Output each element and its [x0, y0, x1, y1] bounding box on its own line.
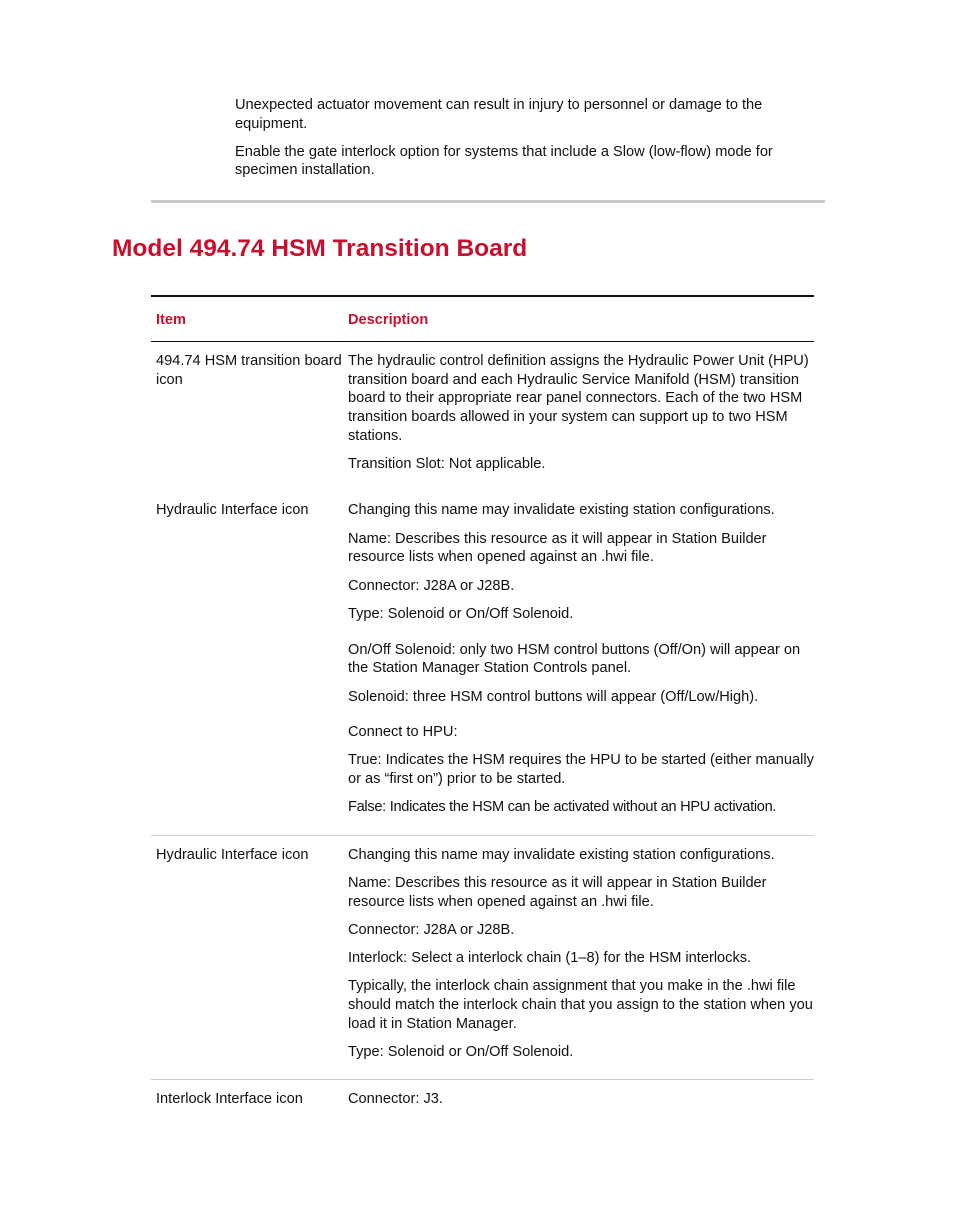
description-paragraph: Name: Describes this resource as it will appear in Station Builder resource lists when opened against an .hwi file. [348, 874, 767, 910]
description-paragraph: Changing this name may invalidate existing station configurations. [348, 846, 775, 863]
section-heading: Model 494.74 HSM Transition Board [112, 235, 528, 262]
row-description [343, 1080, 814, 1127]
warning-block [235, 96, 825, 189]
column-header-item: Item [151, 296, 343, 341]
table-row [151, 491, 814, 835]
section-divider [151, 200, 825, 203]
description-paragraph: The hydraulic control definition assigns the Hydraulic Power Unit (HPU) transition board and each Hydraulic Service Manifold (HSM) transition board to their appropriate rear panel connectors. Each of the two HSM transition boards allowed in your system can support up to two HSM stations. [348, 352, 809, 444]
description-paragraph: Type: Solenoid or On/Off Solenoid. [348, 1043, 574, 1060]
description-paragraph: Connect to HPU: [348, 724, 458, 741]
column-header-description: Description [343, 296, 814, 341]
row-item-label: 494.74 HSM transition board icon [156, 352, 342, 388]
description-paragraph: True: Indicates the HSM requires the HPU to be started (either manually or as “first on”) prior to be started. [348, 752, 814, 788]
warning-text-2: Enable the gate interlock option for systems that include a Slow (low-flow) mode for specimen installation. [235, 143, 773, 179]
warning-text-1: Unexpected actuator movement can result in injury to personnel or damage to the equipment. [235, 97, 763, 132]
description-paragraph: On/Off Solenoid: only two HSM control buttons (Off/On) will appear on the Station Manager Station Controls panel. [348, 641, 801, 677]
description-paragraph: False: Indicates the HSM can be activated without an HPU activation. [348, 799, 777, 816]
row-item-label: Hydraulic Interface icon [151, 835, 343, 1080]
row-description [343, 491, 814, 835]
row-item-label: Hydraulic Interface icon [151, 491, 343, 835]
description-paragraph: Solenoid: three HSM control buttons will appear (Off/Low/High). [348, 688, 759, 705]
table-row [151, 1080, 814, 1127]
description-paragraph: Type: Solenoid or On/Off Solenoid. [348, 605, 574, 622]
table-row [151, 341, 814, 491]
description-paragraph: Interlock: Select a interlock chain (1–8) for the HSM interlocks. [348, 950, 752, 967]
description-paragraph: Transition Slot: Not applicable. [348, 456, 546, 473]
table-header-row [151, 296, 814, 341]
row-item-label: Interlock Interface icon [156, 1091, 303, 1108]
description-paragraph: Connector: J28A or J28B. [348, 921, 515, 938]
row-description [343, 341, 814, 491]
row-description [343, 835, 814, 1080]
description-paragraph: Connector: J28A or J28B. [348, 577, 515, 594]
description-paragraph: Connector: J3. [348, 1091, 443, 1108]
table-row [151, 835, 814, 1080]
description-paragraph: Name: Describes this resource as it will appear in Station Builder resource lists when opened against an .hwi file. [348, 530, 767, 566]
description-paragraph: Changing this name may invalidate existing station configurations. [348, 502, 775, 519]
description-paragraph: Typically, the interlock chain assignment that you make in the .hwi file should match the interlock chain that you assign to the station when you load it in Station Manager. [348, 978, 813, 1032]
parameter-table [151, 295, 814, 1126]
